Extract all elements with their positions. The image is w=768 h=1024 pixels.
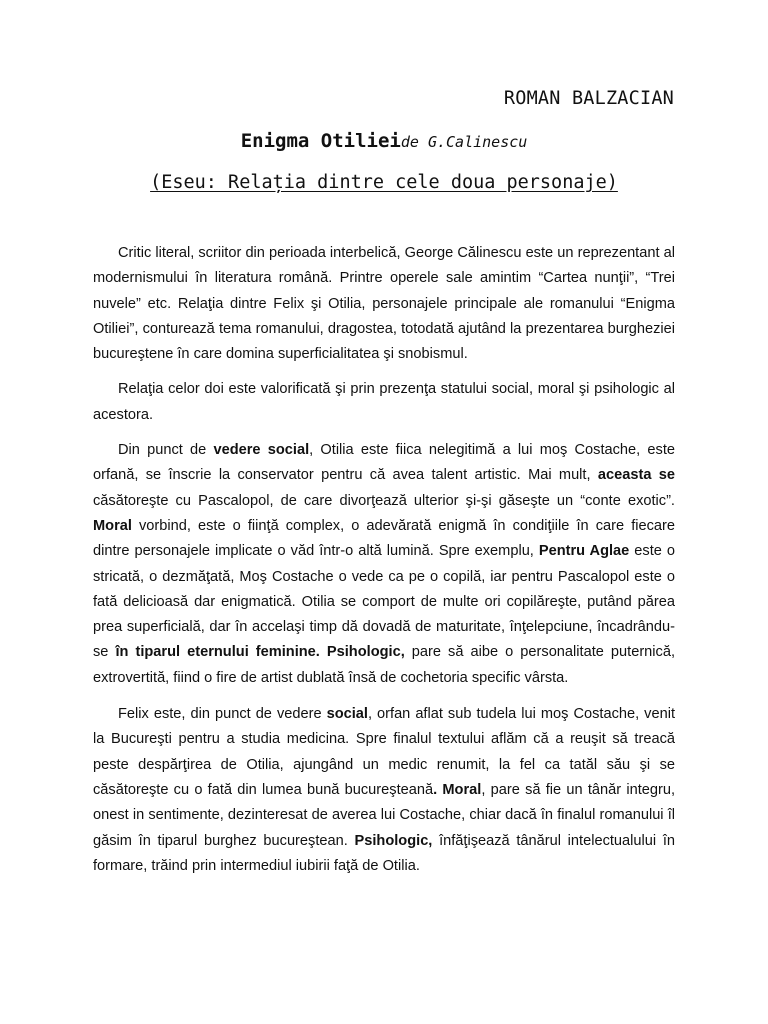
bold-run: în tiparul eternului feminine. xyxy=(115,644,320,661)
essay-body xyxy=(93,241,675,879)
text-run: , pare să fie un tânăr integru, onest in sentimente, dezinteresat de averea lui Costache, chiar dacă în finalul romanului îl găsim în tiparul burghez bucureştean. xyxy=(93,781,676,849)
bold-run: social xyxy=(326,706,368,723)
paragraph-relation xyxy=(93,377,675,428)
paragraph-felix xyxy=(93,702,675,879)
bold-run: aceasta se xyxy=(597,467,675,484)
essay-title xyxy=(0,130,768,152)
text-run: pare să aibe o personalitate puternică, extrovertită, fiind o fire de artist dublată însă de cochetoria specific vârsta. xyxy=(93,644,676,686)
author-name: de G.Calinescu xyxy=(400,133,528,151)
bold-run: Psihologic, xyxy=(326,644,405,661)
text-run: căsătoreşte cu Pascalopol, de care divorţează ulterior şi-şi găseşte un “conte exotic”. xyxy=(93,492,675,509)
text-run: , Otilia este fiica nelegitimă a lui moş Costache, este orfană, se înscrie la conservator pentru că avea talent artistic. Mai mult, xyxy=(93,442,675,484)
subtitle-text: (Eseu: Relația dintre cele doua personaje) xyxy=(150,172,618,193)
novel-title: Enigma Otiliei xyxy=(240,130,401,152)
paragraph-text: Relaţia celor doi este valorificată şi prin prezenţa statului social, moral şi psihologic al acestora. xyxy=(93,381,675,423)
paragraph-text: Critic literal, scriitor din perioada interbelică, George Călinescu este un reprezentant al modernismului în literatura română. Printre operele sale amintim “Cartea nunţii”, “Trei nuvele” etc. Relaţia dintre Felix şi Otilia, personajele principale ale romanului “Enigma Otiliei”, conturează tema romanului, dragostea, totodată ajutând la prezentarea burgheziei bucureştene în care domina superficialitatea şi snobismul. xyxy=(93,245,675,363)
paragraph-otilia xyxy=(93,438,675,691)
bold-run: . Moral xyxy=(433,781,482,798)
genre-label: ROMAN BALZACIAN xyxy=(503,88,674,109)
text-run: , orfan aflat sub tudela lui moş Costache, venit la Bucureşti pentru a studia medicina. Spre finalul textului aflăm că a reuşit să treacă peste despărţirea de Otilia, ajungând un medic renumit, la fel ca tatăl său şi se căsătoreşte cu o fată din lumea bună bucureşteană xyxy=(93,706,676,798)
text-run xyxy=(320,644,327,660)
essay-subtitle xyxy=(0,172,768,193)
text-run: Din punct de xyxy=(118,442,214,459)
text-run: înfăţişează tânărul intelectualului în formare, trăind prin intermediul iubirii faţă de Otilia. xyxy=(93,832,675,874)
text-run: vorbind, este o fiinţă complex, o adevărată enigmă în condiţiile în care fiecare dintre personajele implicate o văd într-o altă lumină. Spre exemplu, xyxy=(93,517,675,560)
bold-run: Psihologic, xyxy=(354,832,433,849)
text-run: este o stricată, o dezmăţată, Moş Costache o vede ca pe o copilă, iar pentru Pascalopol este o fată delicioasă dar enigmatică. Otilia se comport de multe ori copilăreşte, putând părea prea superficială, dar în accelaşi timp dă dovadă de maturitate, înţelepciune, încadrându-se xyxy=(93,543,675,661)
text-run: Felix este, din punct de vedere xyxy=(118,706,327,723)
paragraph-intro xyxy=(93,241,675,367)
bold-run: Moral xyxy=(93,517,132,534)
bold-run: vedere social xyxy=(213,442,310,459)
bold-run: Pentru Aglae xyxy=(538,543,630,560)
